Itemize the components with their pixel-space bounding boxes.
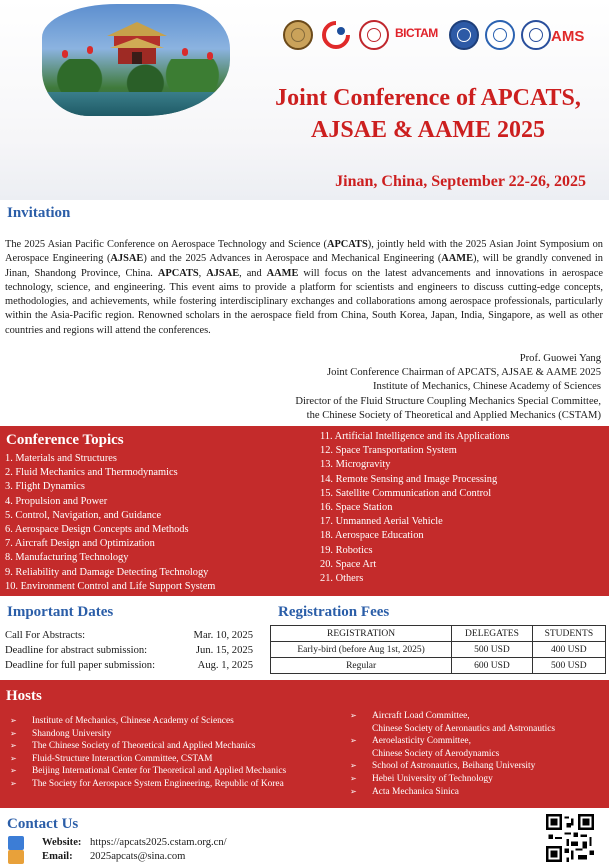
host-item: ➢ Institute of Mechanics, Chinese Academy of Sciences	[10, 716, 234, 726]
institute-seal-icon	[283, 20, 313, 50]
topic-item: 5. Control, Navigation, and Guidance	[5, 509, 162, 521]
host-item: ➢ Acta Mechanica Sinica	[350, 786, 459, 797]
arrow-bullet-icon: ➢	[10, 778, 17, 788]
date-row: Call For Abstracts: Mar. 10, 2025	[5, 630, 253, 641]
topics-list-left	[5, 452, 305, 594]
arrow-bullet-icon: ➢	[350, 773, 357, 783]
topic-item: 2. Fluid Mechanics and Thermodynamics	[5, 467, 178, 479]
host-item: ➢ Fluid-Structure Interaction Committee, CSTAM	[10, 753, 213, 764]
topic-item: 6. Aerospace Design Concepts and Methods	[5, 524, 189, 536]
topic-item: 9. Reliability and Damage Detecting Technology	[5, 566, 209, 578]
host-item: ➢ The Society for Aerospace System Engineering, Republic of Korea	[10, 778, 284, 789]
contact-email-row: Email: 2025apcats@sina.com	[42, 851, 186, 862]
host-item: ➢ Hebei University of Technology	[350, 773, 493, 784]
host-item: ➢ Shandong University	[10, 728, 112, 739]
contact-info	[8, 836, 227, 864]
important-dates-heading: Important Dates	[7, 604, 114, 620]
invitation-signature: Prof. Guowei Yang Joint Conference Chairman of APCATS, AJSAE & AAME 2025 Institute of Mechanics, Chinese Academy of Sciences Director of the Fluid Structure Coupling Mechanics Special Committee, the Chinese Society of Theoretical and Applied Mechanics (CSTAM)	[295, 353, 601, 421]
topic-item: 17. Unmanned Aerial Vehicle	[320, 516, 443, 528]
email-link[interactable]: 2025apcats@sina.com	[90, 851, 186, 862]
registration-fees-heading: Registration Fees	[278, 604, 390, 620]
fees-cell: 500 USD	[532, 658, 605, 674]
arrow-bullet-icon: ➢	[10, 766, 17, 776]
fees-cell: 500 USD	[452, 642, 532, 658]
qr-code-icon	[546, 814, 594, 862]
shandong-university-logo-icon	[359, 20, 389, 50]
invitation-heading: Invitation	[7, 205, 71, 221]
arrow-bullet-icon: ➢	[350, 736, 357, 746]
topic-item: 7. Aircraft Design and Optimization	[5, 538, 155, 550]
registration-fees-table	[270, 625, 606, 674]
fees-cell: 600 USD	[452, 658, 532, 674]
host-item: ➢ School of Astronautics, Beihang University	[350, 761, 536, 772]
hosts-list-left	[10, 715, 350, 791]
arrow-bullet-icon: ➢	[350, 786, 357, 796]
topic-item: 3. Flight Dynamics	[5, 481, 85, 493]
topic-item: 1. Materials and Structures	[5, 453, 117, 464]
conference-topics-section	[0, 426, 609, 596]
topic-item: 12. Space Transportation System	[320, 445, 457, 457]
website-link[interactable]: https://apcats2025.cstam.org.cn/	[90, 837, 227, 848]
organizer-logos	[283, 20, 603, 54]
host-item: ➢ Beijing International Center for Theoretical and Applied Mechanics	[10, 766, 287, 777]
topics-list-right	[320, 430, 605, 586]
topic-item: 4. Propulsion and Power	[5, 495, 108, 507]
hosts-section	[0, 680, 609, 808]
bictam-logo: BICTAM	[395, 26, 438, 40]
important-dates-list	[5, 628, 253, 673]
cstam-logo-icon	[449, 20, 479, 50]
jinan-pagoda-image	[42, 4, 230, 116]
society-logo-icon	[485, 20, 515, 50]
fees-header-row	[271, 626, 606, 642]
fees-header-cell: STUDENTS	[532, 626, 605, 642]
topic-item: 21. Others	[320, 573, 364, 585]
invitation-paragraph: The 2025 Asian Pacific Conference on Aerospace Technology and Science (APCATS), jointly held with the 2025 Asian Joint Symposium on Aerospace Engineering (AJSAE) and the 2025 Advances in Aerospace and Mechanical Engineering (AAME), will be grandly convened in Jinan, Shandong Province, China. APCATS, AJSAE, and AAME will focus on the latest advancements and innovations in aerospace technology, science, and engineering. This event aims to provide a platform for scientists and engineers to discuss cutting-edge concepts, methodologies, and achievements, while fostering interdisciplinary exchanges and collaborations among aerospace professionals, particularly within the Asia-Pacific region. Renowned scholars in the aerospace field from China, South Korea, Japan, India, Singapore, as well as other countries and regions will attend the conferences.	[5, 239, 604, 336]
topics-heading: Conference Topics	[6, 432, 124, 448]
poster-header	[0, 0, 609, 200]
topic-item: 10. Environment Control and Life Support System	[5, 580, 216, 592]
conference-title: Joint Conference of APCATS, AJSAE & AAME 2025	[275, 85, 581, 143]
host-item: ➢ Aeroelasticity Committee, Chinese Society of Aerodynamics	[350, 736, 500, 759]
arrow-bullet-icon: ➢	[10, 728, 17, 738]
topic-item: 8. Manufacturing Technology	[5, 552, 129, 564]
host-item: ➢ The Chinese Society of Theoretical and Applied Mechanics	[10, 741, 256, 752]
fees-header-cell: DELEGATES	[452, 626, 532, 642]
ams-logo: AMS	[551, 28, 585, 45]
arrow-bullet-icon: ➢	[10, 753, 17, 763]
topic-item: 11. Artificial Intelligence and its Applications	[320, 431, 510, 442]
fees-cell: Regular	[271, 658, 452, 674]
topic-item: 13. Microgravity	[320, 459, 391, 471]
arrow-bullet-icon: ➢	[350, 761, 357, 771]
cas-logo-icon	[321, 20, 351, 50]
topic-item: 18. Aerospace Education	[320, 530, 424, 542]
date-row: Deadline for full paper submission: Aug. 1, 2025	[5, 660, 253, 671]
host-item: ➢ Aircraft Load Committee, Chinese Society of Aeronautics and Astronautics	[350, 711, 556, 734]
hosts-heading: Hosts	[6, 688, 42, 704]
conference-place-date: Jinan, China, September 22-26, 2025	[335, 173, 586, 190]
arrow-bullet-icon: ➢	[10, 716, 17, 725]
beihang-logo-icon	[521, 20, 551, 50]
table-row	[271, 658, 606, 674]
arrow-bullet-icon: ➢	[350, 711, 357, 720]
fees-header-cell: REGISTRATION	[271, 626, 452, 642]
date-row: Deadline for abstract submission: Jun. 15, 2025	[5, 645, 253, 656]
topic-item: 19. Robotics	[320, 544, 373, 556]
topic-item: 20. Space Art	[320, 558, 377, 570]
contact-heading: Contact Us	[7, 816, 79, 832]
topic-item: 14. Remote Sensing and Image Processing	[320, 473, 498, 485]
topic-item: 16. Space Station	[320, 502, 393, 514]
table-row	[271, 642, 606, 658]
arrow-bullet-icon: ➢	[10, 741, 17, 751]
topic-item: 15. Satellite Communication and Control	[320, 487, 492, 499]
contact-website-row: Website: https://apcats2025.cstam.org.cn/	[42, 837, 227, 848]
fees-cell: 400 USD	[532, 642, 605, 658]
fees-cell: Early-bird (before Aug 1st, 2025)	[271, 642, 452, 658]
hosts-list-right	[350, 710, 605, 798]
